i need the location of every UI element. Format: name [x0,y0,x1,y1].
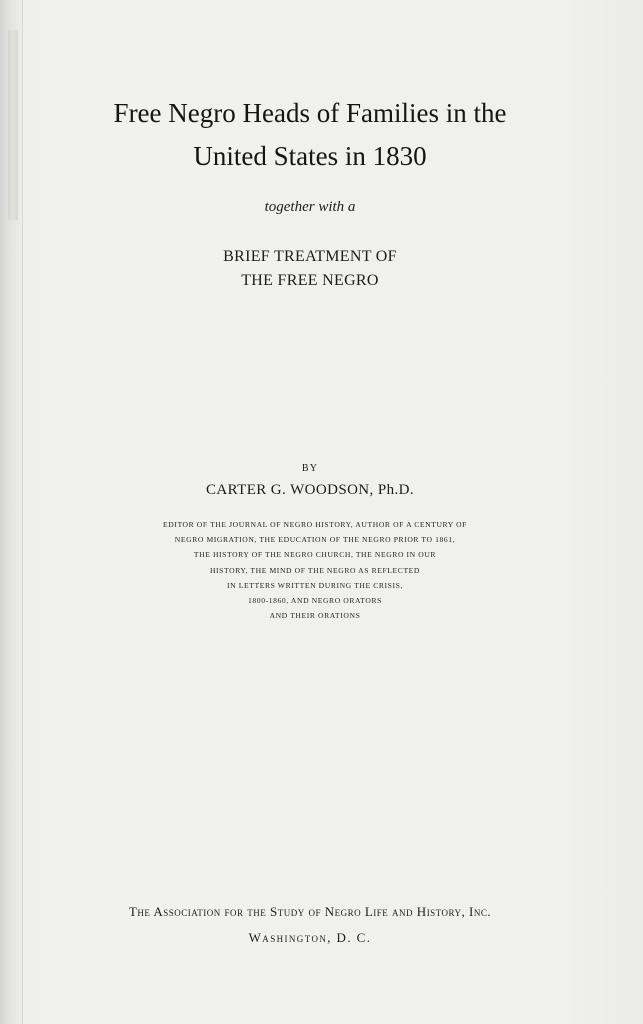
brief-treatment-heading [20,245,600,293]
publisher: The Association for the Study of Negro Life and History, Inc. [128,904,492,919]
credits-line-4: HISTORY, THE MIND OF THE NEGRO AS REFLECTED [209,565,421,575]
tape-strip [8,30,18,220]
credits-line-6: 1800-1860, AND NEGRO ORATORS [248,596,382,606]
credits-line-7: AND THEIR ORATIONS [269,611,361,621]
credits-line-5: IN LETTERS WRITTEN DURING THE CRISIS, [227,580,403,590]
book-title-line-2: United States in 1830 [193,141,427,171]
book-title [20,92,600,178]
brief-line-1: BRIEF TREATMENT OF [223,248,397,265]
byline: BY [301,463,319,474]
author-name: CARTER G. WOODSON, Ph.D. [205,482,415,498]
brief-line-2: THE FREE NEGRO [241,272,379,289]
credits-line-3: THE HISTORY OF THE NEGRO CHURCH, THE NEGRO IN OUR [193,550,437,560]
credits-line-2: NEGRO MIGRATION, THE EDUCATION OF THE NEGRO PRIOR TO 1861, [174,535,456,545]
publisher-city: Washington, D. C. [248,930,372,945]
author-credits [80,517,550,623]
credits-line-1: EDITOR OF THE JOURNAL OF NEGRO HISTORY, AUTHOR OF A CENTURY OF [163,520,467,529]
book-title-line-1: Free Negro Heads of Families in the [113,98,507,128]
subtitle: together with a [264,199,356,215]
